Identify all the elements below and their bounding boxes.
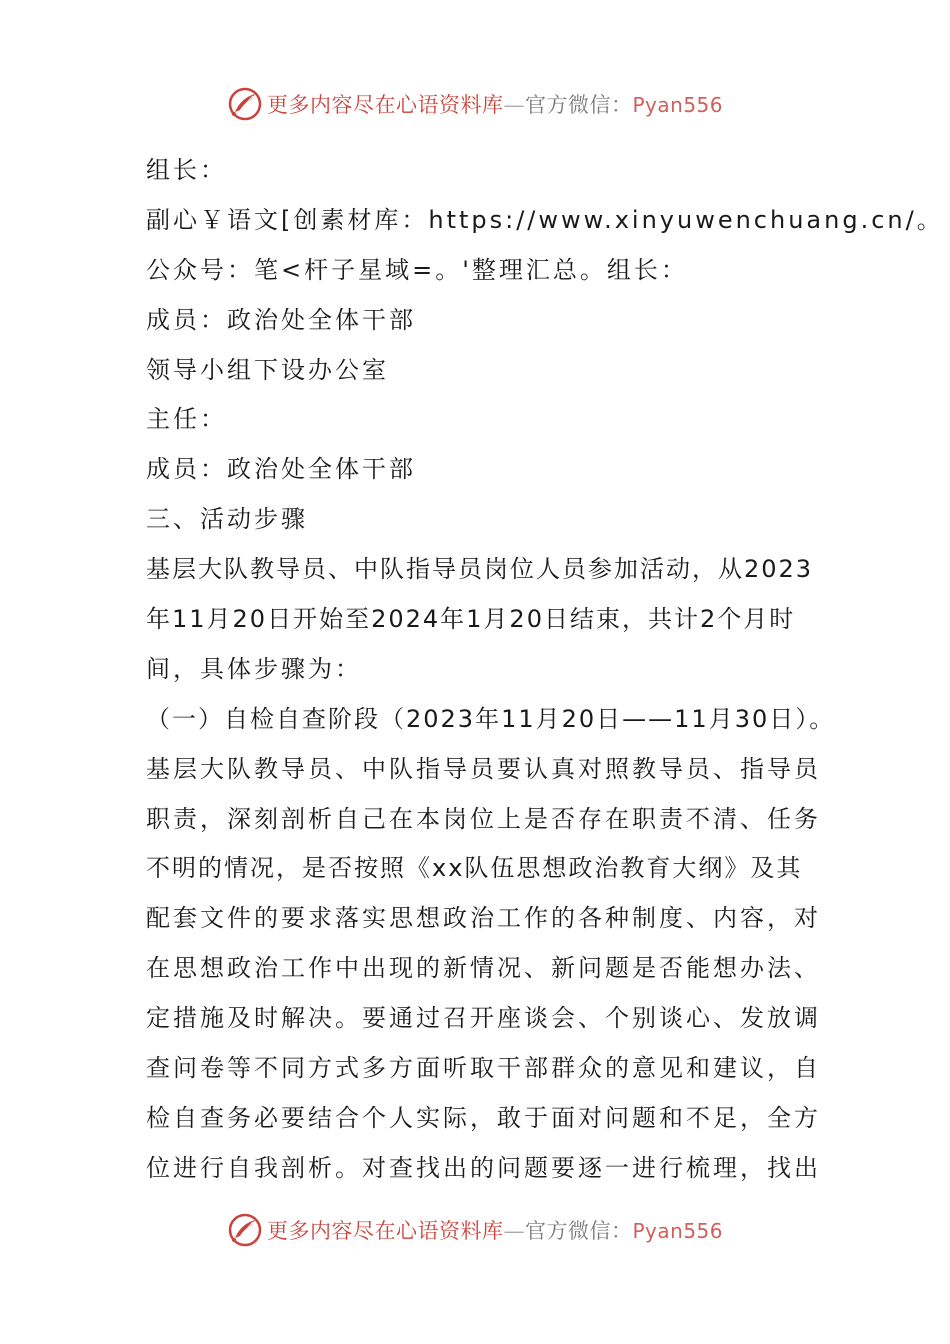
subsection-heading: （一）自检自查阶段（2023年11月20日——11月30日）。 [146,704,836,733]
body-line: 领导小组下设办公室 [146,355,389,384]
body-line: 不明的情况，是否按照《xx队伍思想政治教育大纲》及其 [146,854,803,883]
banner-site-text: 更多内容尽在心语资料库 [266,93,504,117]
banner-text [267,89,723,119]
body-line: 定措施及时解决。要通过召开座谈会、个别谈心、发放调 [146,1004,821,1033]
body-line: 配套文件的要求落实思想政治工作的各种制度、内容，对 [146,904,821,933]
banner-wechat-id: Pyan556 [632,93,723,117]
body-line: 检自查务必要结合个人实际，敢于面对问题和不足，全方 [146,1103,821,1132]
banner-official-label: 官方微信： [524,1219,633,1243]
body-line: 查问卷等不同方式多方面听取干部群众的意见和建议，自 [146,1054,821,1083]
body-line: 年11月20日开始至2024年1月20日结束，共计2个月时 [146,605,796,634]
footer-watermark-banner [0,1208,950,1252]
body-line: 组长： [146,156,227,184]
pen-logo-icon [227,86,263,122]
body-line: 基层大队教导员、中队指导员要认真对照教导员、指导员 [146,754,821,783]
body-line: 成员：政治处全体干部 [146,305,416,334]
body-line: 位进行自我剖析。对查找出的问题要逐一进行梳理，找出 [146,1153,821,1182]
header-watermark-banner [0,82,950,126]
body-line: 主任： [146,405,227,434]
pen-logo-icon [227,1212,263,1248]
banner-dash: — [503,1219,525,1243]
body-line: 间，具体步骤为： [146,654,362,683]
body-line: 基层大队教导员、中队指导员岗位人员参加活动，从2023 [146,555,814,584]
banner-wechat-id: Pyan556 [632,1219,723,1243]
banner-dash: — [503,93,525,117]
body-line: 公众号：笔<杆子星域=。'整理汇总。组长： [146,255,688,284]
body-line: 职责，深刻剖析自己在本岗位上是否存在职责不清、任务 [146,804,821,833]
section-heading: 三、活动步骤 [146,505,308,534]
banner-text [267,1215,723,1245]
banner-site-text: 更多内容尽在心语资料库 [266,1219,504,1243]
body-line: 在思想政治工作中出现的新情况、新问题是否能想办法、 [146,954,821,983]
body-line: 副心￥语文[创素材库：https://www.xinyuwenchuang.cn/。 [146,205,944,234]
body-line: 成员：政治处全体干部 [146,455,416,484]
document-body [146,146,944,1194]
banner-official-label: 官方微信： [524,93,633,117]
